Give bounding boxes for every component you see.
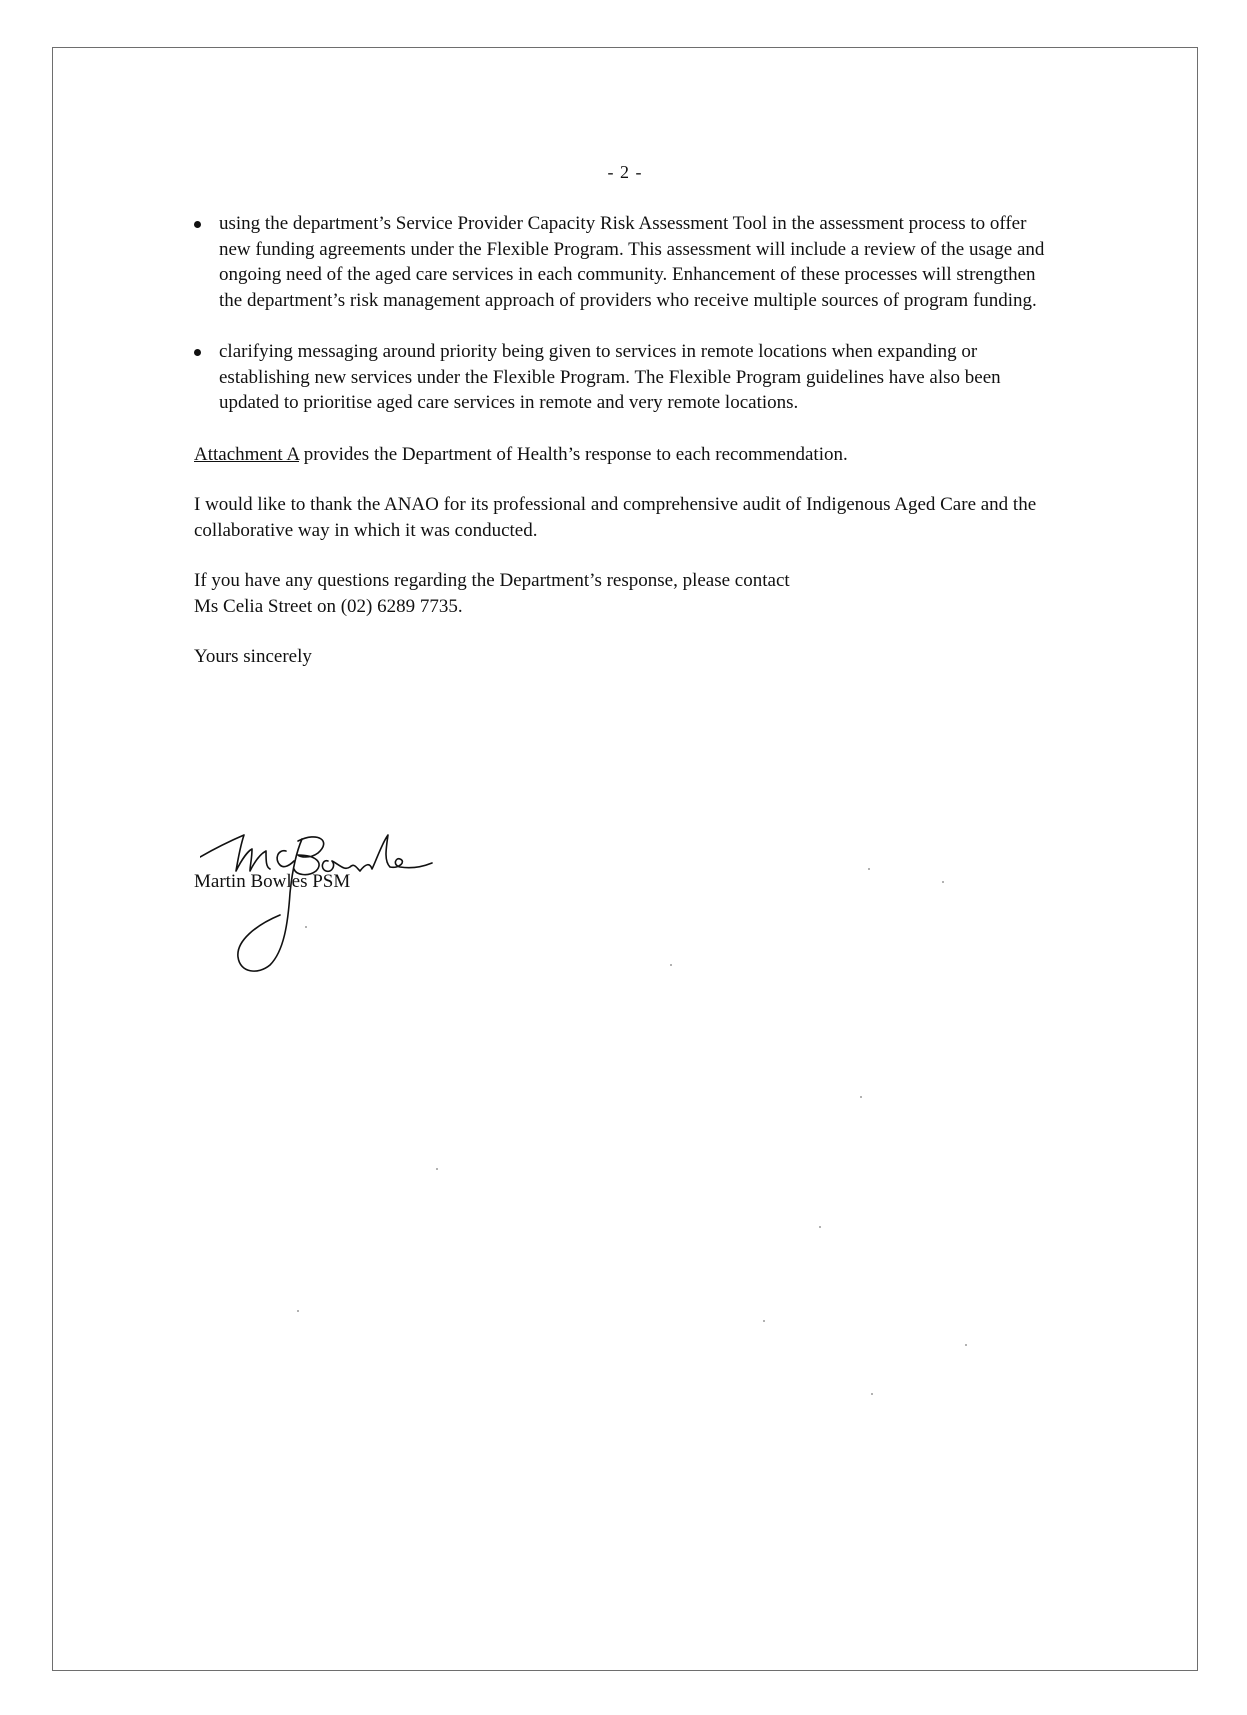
contact-line-2: Ms Celia Street on (02) 6289 7735.: [194, 595, 463, 617]
scan-speck: [942, 881, 944, 883]
scan-speck: [305, 926, 307, 928]
bullet-item: [194, 339, 1054, 416]
attachment-paragraph: [194, 442, 1054, 468]
bullet-icon: [194, 349, 201, 356]
contact-line-1: If you have any questions regarding the Department’s response, please contact: [194, 570, 790, 591]
bullet-text: using the department’s Service Provider Capacity Risk Assessment Tool in the assessment process to offer new funding agreements under the Flexible Program. This assessment will include a review of the usage and ongoing need of the aged care services in each community. Enhancement of these processes will strengthen the department’s risk management approach of providers who receive multiple sources of program funding.: [219, 213, 1045, 311]
document-page: [52, 47, 1198, 1671]
scan-speck: [860, 1096, 862, 1098]
scan-speck: [819, 1226, 821, 1228]
bullet-text: clarifying messaging around priority being given to services in remote locations when expanding or establishing new services under the Flexible Program. The Flexible Program guidelines have also been updated to prioritise aged care services in remote and very remote locations.: [219, 341, 1001, 413]
bullet-list: [194, 211, 1054, 416]
attachment-reference: Attachment A: [194, 443, 300, 465]
scan-speck: [436, 1168, 438, 1170]
scan-speck: [965, 1344, 967, 1346]
signatory-name: Martin Bowles PSM: [194, 871, 351, 892]
scan-speck: [670, 964, 672, 966]
scan-speck: [297, 1310, 299, 1312]
bullet-item: [194, 211, 1054, 313]
scan-speck: [868, 868, 870, 870]
scan-speck: [871, 1393, 873, 1395]
thanks-paragraph: I would like to thank the ANAO for its professional and comprehensive audit of Indigenous Aged Care and the collaborative way in which it was conducted.: [194, 494, 1037, 541]
letter-body: [194, 211, 1054, 695]
page-number: - 2 -: [607, 162, 643, 182]
handwritten-signature: [200, 833, 530, 993]
scan-speck: [763, 1320, 765, 1322]
bullet-icon: [194, 221, 201, 228]
signature-icon: [200, 833, 530, 993]
attachment-text: provides the Department of Health’s response to each recommendation.: [299, 443, 848, 465]
contact-paragraph: [194, 568, 1054, 619]
closing-salutation: Yours sincerely: [194, 646, 312, 667]
